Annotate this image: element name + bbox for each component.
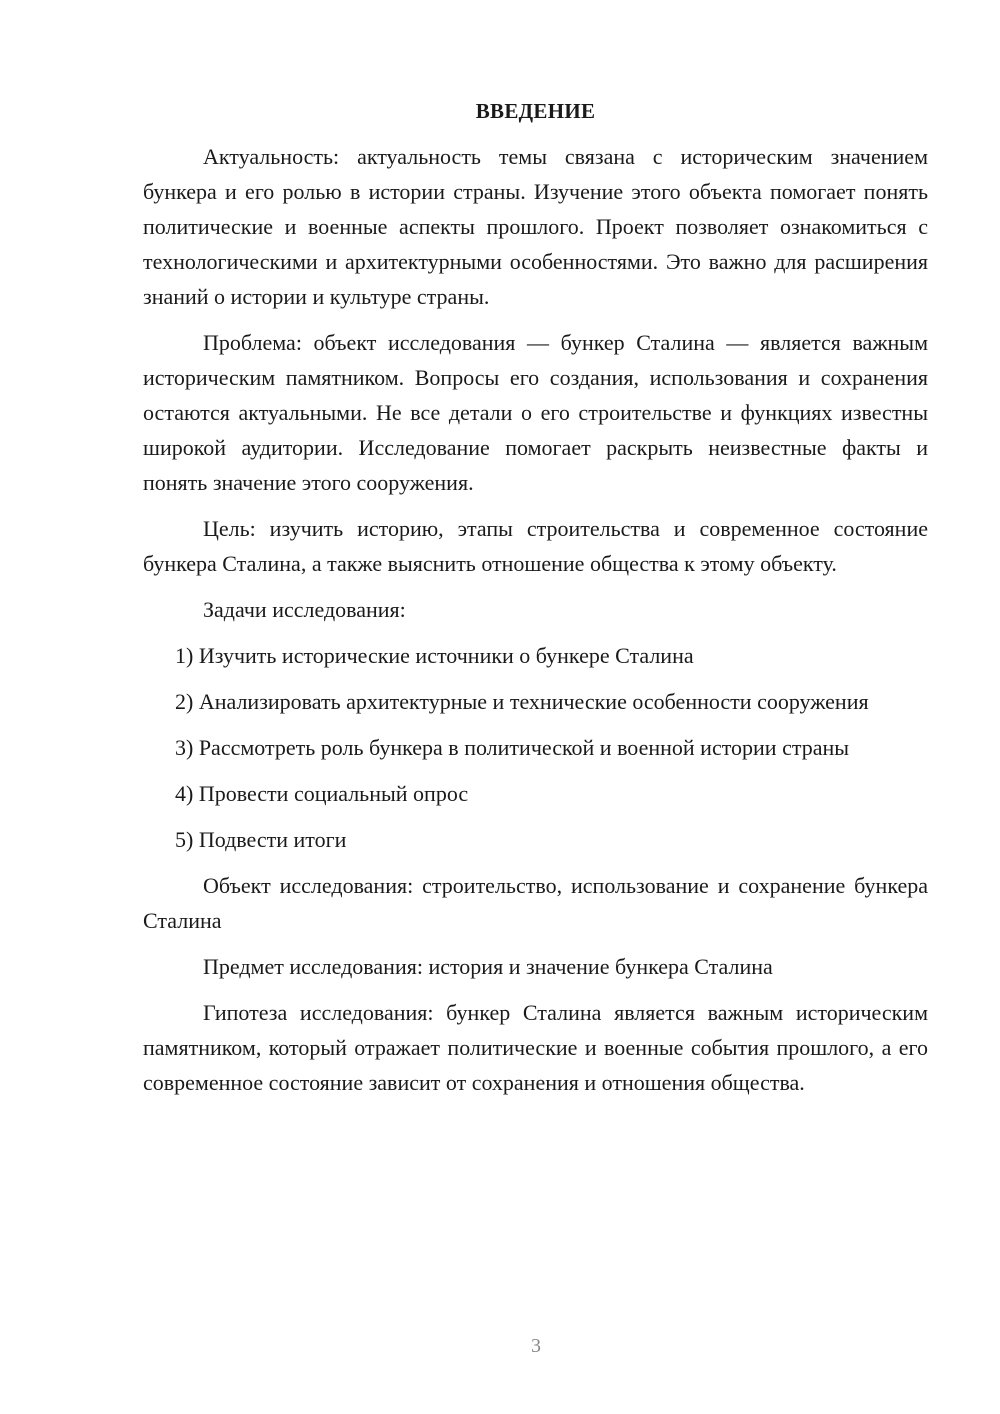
task-item-5: 5) Подвести итоги <box>175 827 347 852</box>
paragraph-problem: Проблема: объект исследования — бункер Сталина — является важным историческим памятником. Вопросы его создания, использования и сохранения остаются актуальными. Не все детали о его строительстве и функциях известны широкой аудитории. Исследование помогает раскрыть неизвестные факты и понять значение этого сооружения. <box>143 330 928 495</box>
task-item-3: 3) Рассмотреть роль бункера в политической и военной истории страны <box>175 735 850 760</box>
tasks-heading: Задачи исследования: <box>203 597 406 622</box>
document-page <box>143 94 928 1111</box>
paragraph-relevance: Актуальность: актуальность темы связана с историческим значением бункера и его ролью в истории страны. Изучение этого объекта помогает понять политические и военные аспекты прошлого. Проект позволяет ознакомиться с технологическими и архитектурными особенностями. Это важно для расширения знаний о истории и культуре страны. <box>143 144 928 309</box>
task-item-4: 4) Провести социальный опрос <box>175 781 469 806</box>
task-item-1: 1) Изучить исторические источники о бункере Сталина <box>175 643 694 668</box>
paragraph-hypothesis: Гипотеза исследования: бункер Сталина является важным историческим памятником, который отражает политические и военные события прошлого, а его современное состояние зависит от сохранения и отношения общества. <box>143 1000 928 1095</box>
paragraph-subject: Предмет исследования: история и значение бункера Сталина <box>203 954 773 979</box>
section-title: ВВЕДЕНИЕ <box>475 99 596 123</box>
paragraph-object: Объект исследования: строительство, использование и сохранение бункера Сталина <box>143 873 928 933</box>
paragraph-goal: Цель: изучить историю, этапы строительства и современное состояние бункера Сталина, а также выяснить отношение общества к этому объекту. <box>143 516 928 576</box>
page-number: 3 <box>531 1335 541 1357</box>
task-item-2: 2) Анализировать архитектурные и технические особенности сооружения <box>175 689 869 714</box>
